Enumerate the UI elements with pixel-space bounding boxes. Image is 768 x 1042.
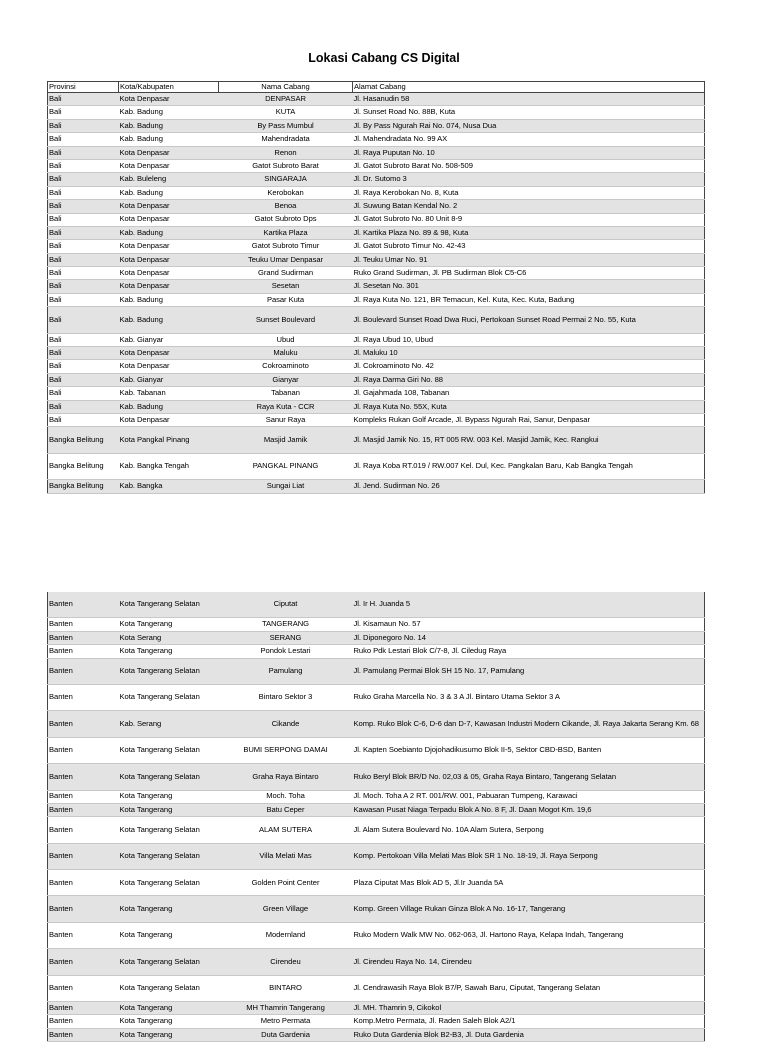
table-row bbox=[48, 293, 705, 306]
cell-provinsi: Bangka Belitung bbox=[48, 453, 119, 479]
cell-nama-cabang: Cirendeu bbox=[219, 949, 353, 975]
cell-provinsi: Bali bbox=[48, 280, 119, 293]
cell-provinsi: Banten bbox=[48, 737, 119, 763]
header-kota: Kota/Kabupaten bbox=[119, 82, 219, 93]
header-provinsi: Provinsi bbox=[48, 82, 119, 93]
cell-kota: Kab. Badung bbox=[119, 293, 219, 306]
cell-nama-cabang: Villa Melati Mas bbox=[219, 843, 353, 869]
table-row bbox=[48, 817, 705, 843]
cell-alamat: Jl. Hasanudin 58 bbox=[353, 93, 705, 106]
table-row bbox=[48, 106, 705, 119]
cell-provinsi: Bali bbox=[48, 413, 119, 426]
table-row bbox=[48, 119, 705, 132]
cell-kota: Kota Tangerang Selatan bbox=[119, 592, 219, 618]
table-row bbox=[48, 737, 705, 763]
cell-nama-cabang: Sungai Liat bbox=[219, 480, 353, 493]
cell-nama-cabang: Graha Raya Bintaro bbox=[219, 764, 353, 790]
branch-table-2 bbox=[47, 592, 705, 1042]
cell-kota: Kota Denpasar bbox=[119, 267, 219, 280]
cell-nama-cabang: Cokroaminoto bbox=[219, 360, 353, 373]
header-nama-cabang: Nama Cabang bbox=[219, 82, 353, 93]
cell-provinsi: Banten bbox=[48, 896, 119, 922]
cell-nama-cabang: Ciputat bbox=[219, 592, 353, 618]
cell-nama-cabang: Sanur Raya bbox=[219, 413, 353, 426]
cell-nama-cabang: Pondok Lestari bbox=[219, 645, 353, 658]
table-row bbox=[48, 413, 705, 426]
header-alamat: Alamat Cabang bbox=[353, 82, 705, 93]
cell-alamat: Ruko Graha Marcella No. 3 & 3 A Jl. Bintaro Utama Sektor 3 A bbox=[353, 684, 705, 710]
cell-provinsi: Bali bbox=[48, 307, 119, 333]
cell-alamat: Jl. Cirendeu Raya No. 14, Cirendeu bbox=[353, 949, 705, 975]
cell-alamat: Ruko Beryl Blok BR/D No. 02,03 & 05, Graha Raya Bintaro, Tangerang Selatan bbox=[353, 764, 705, 790]
cell-nama-cabang: Pamulang bbox=[219, 658, 353, 684]
table-row bbox=[48, 975, 705, 1001]
cell-kota: Kota Tangerang Selatan bbox=[119, 658, 219, 684]
table-row bbox=[48, 253, 705, 266]
cell-nama-cabang: Tabanan bbox=[219, 387, 353, 400]
cell-alamat: Jl. Teuku Umar No. 91 bbox=[353, 253, 705, 266]
cell-kota: Kota Pangkal Pinang bbox=[119, 427, 219, 453]
cell-alamat: Jl. Gatot Subroto Barat No. 508-509 bbox=[353, 159, 705, 172]
table-header-row bbox=[48, 82, 705, 93]
cell-provinsi: Banten bbox=[48, 618, 119, 631]
cell-provinsi: Bali bbox=[48, 200, 119, 213]
table-row bbox=[48, 307, 705, 333]
table-row bbox=[48, 159, 705, 172]
cell-nama-cabang: Pasar Kuta bbox=[219, 293, 353, 306]
cell-kota: Kab. Badung bbox=[119, 133, 219, 146]
cell-kota: Kota Tangerang bbox=[119, 803, 219, 816]
cell-alamat: Jl. Diponegoro No. 14 bbox=[353, 631, 705, 644]
cell-alamat: Jl. Raya Kerobokan No. 8, Kuta bbox=[353, 186, 705, 199]
cell-nama-cabang: Kartika Plaza bbox=[219, 226, 353, 239]
branch-table-1 bbox=[47, 81, 705, 494]
cell-kota: Kota Tangerang bbox=[119, 618, 219, 631]
table-row bbox=[48, 373, 705, 386]
cell-nama-cabang: SERANG bbox=[219, 631, 353, 644]
cell-alamat: Jl. Pamulang Permai Blok SH 15 No. 17, Pamulang bbox=[353, 658, 705, 684]
cell-nama-cabang: Mahendradata bbox=[219, 133, 353, 146]
cell-provinsi: Banten bbox=[48, 711, 119, 737]
cell-nama-cabang: BINTARO bbox=[219, 975, 353, 1001]
cell-provinsi: Banten bbox=[48, 975, 119, 1001]
page-title: Lokasi Cabang CS Digital bbox=[308, 51, 460, 65]
cell-kota: Kab. Gianyar bbox=[119, 333, 219, 346]
cell-nama-cabang: Masjid Jamik bbox=[219, 427, 353, 453]
table-row bbox=[48, 453, 705, 479]
cell-alamat: Jl. Masjid Jamik No. 15, RT 005 RW. 003 Kel. Masjid Jamik, Kec. Rangkui bbox=[353, 427, 705, 453]
cell-provinsi: Bali bbox=[48, 146, 119, 159]
cell-kota: Kota Tangerang Selatan bbox=[119, 843, 219, 869]
cell-alamat: Kawasan Pusat Niaga Terpadu Blok A No. 8 F, Jl. Daan Mogot Km. 19,6 bbox=[353, 803, 705, 816]
table-row bbox=[48, 843, 705, 869]
cell-nama-cabang: By Pass Mumbul bbox=[219, 119, 353, 132]
cell-alamat: Komp.Metro Permata, Jl. Raden Saleh Blok A2/1 bbox=[353, 1015, 705, 1028]
cell-kota: Kab. Badung bbox=[119, 119, 219, 132]
cell-alamat: Jl. Gatot Subroto Timur No. 42-43 bbox=[353, 240, 705, 253]
cell-nama-cabang: Moch. Toha bbox=[219, 790, 353, 803]
table-row bbox=[48, 173, 705, 186]
cell-kota: Kota Denpasar bbox=[119, 200, 219, 213]
cell-kota: Kota Tangerang bbox=[119, 1015, 219, 1028]
cell-kota: Kota Tangerang Selatan bbox=[119, 684, 219, 710]
cell-kota: Kab. Badung bbox=[119, 106, 219, 119]
cell-alamat: Jl. Boulevard Sunset Road Dwa Ruci, Pertokoan Sunset Road Permai 2 No. 55, Kuta bbox=[353, 307, 705, 333]
cell-kota: Kota Tangerang Selatan bbox=[119, 870, 219, 896]
cell-provinsi: Bali bbox=[48, 333, 119, 346]
cell-alamat: Jl. Raya Darma Giri No. 88 bbox=[353, 373, 705, 386]
table-row bbox=[48, 146, 705, 159]
cell-nama-cabang: DENPASAR bbox=[219, 93, 353, 106]
cell-provinsi: Banten bbox=[48, 1002, 119, 1015]
table-row bbox=[48, 186, 705, 199]
cell-kota: Kota Tangerang bbox=[119, 790, 219, 803]
cell-provinsi: Bali bbox=[48, 253, 119, 266]
cell-alamat: Jl. Moch. Toha A 2 RT. 001/RW. 001, Pabuaran Tumpeng, Karawaci bbox=[353, 790, 705, 803]
table-row bbox=[48, 1002, 705, 1015]
cell-nama-cabang: TANGERANG bbox=[219, 618, 353, 631]
cell-kota: Kota Tangerang Selatan bbox=[119, 949, 219, 975]
table-row bbox=[48, 896, 705, 922]
cell-provinsi: Banten bbox=[48, 645, 119, 658]
table-row bbox=[48, 949, 705, 975]
cell-provinsi: Bali bbox=[48, 159, 119, 172]
cell-nama-cabang: Gianyar bbox=[219, 373, 353, 386]
cell-nama-cabang: Maluku bbox=[219, 347, 353, 360]
cell-provinsi: Bali bbox=[48, 267, 119, 280]
cell-nama-cabang: Gatot Subroto Barat bbox=[219, 159, 353, 172]
cell-nama-cabang: Metro Permata bbox=[219, 1015, 353, 1028]
cell-kota: Kota Serang bbox=[119, 631, 219, 644]
cell-provinsi: Banten bbox=[48, 631, 119, 644]
cell-provinsi: Banten bbox=[48, 592, 119, 618]
table-row bbox=[48, 267, 705, 280]
table-row bbox=[48, 790, 705, 803]
cell-nama-cabang: Ubud bbox=[219, 333, 353, 346]
cell-provinsi: Bali bbox=[48, 186, 119, 199]
cell-alamat: Jl. MH. Thamrin 9, Cikokol bbox=[353, 1002, 705, 1015]
cell-alamat: Jl. Suwung Batan Kendal No. 2 bbox=[353, 200, 705, 213]
cell-alamat: Jl. Cendrawasih Raya Blok B7/P, Sawah Baru, Ciputat, Tangerang Selatan bbox=[353, 975, 705, 1001]
cell-kota: Kota Tangerang Selatan bbox=[119, 817, 219, 843]
cell-alamat: Jl. Cokroaminoto No. 42 bbox=[353, 360, 705, 373]
cell-kota: Kota Denpasar bbox=[119, 146, 219, 159]
cell-alamat: Ruko Modern Walk MW No. 062-063, Jl. Hartono Raya, Kelapa Indah, Tangerang bbox=[353, 922, 705, 948]
cell-nama-cabang: Kerobokan bbox=[219, 186, 353, 199]
cell-provinsi: Banten bbox=[48, 949, 119, 975]
cell-alamat: Jl. Maluku 10 bbox=[353, 347, 705, 360]
table-row bbox=[48, 226, 705, 239]
cell-alamat: Komp. Ruko Blok C-6, D-6 dan D-7, Kawasan Industri Modern Cikande, Jl. Raya Jakarta Serang Km. 68 bbox=[353, 711, 705, 737]
table-row bbox=[48, 427, 705, 453]
cell-kota: Kota Tangerang bbox=[119, 1028, 219, 1041]
cell-provinsi: Banten bbox=[48, 843, 119, 869]
cell-alamat: Jl. Raya Kuta No. 55X, Kuta bbox=[353, 400, 705, 413]
cell-kota: Kota Denpasar bbox=[119, 159, 219, 172]
cell-alamat: Jl. Dr. Sutomo 3 bbox=[353, 173, 705, 186]
cell-provinsi: Banten bbox=[48, 764, 119, 790]
cell-alamat: Jl. Raya Kuta No. 121, BR Temacun, Kel. Kuta, Kec. Kuta, Badung bbox=[353, 293, 705, 306]
table-row bbox=[48, 200, 705, 213]
cell-provinsi: Banten bbox=[48, 790, 119, 803]
cell-alamat: Jl. Ir H. Juanda 5 bbox=[353, 592, 705, 618]
cell-alamat: Komp. Pertokoan Villa Melati Mas Blok SR 1 No. 18-19, Jl. Raya Serpong bbox=[353, 843, 705, 869]
table-row bbox=[48, 922, 705, 948]
table-row bbox=[48, 684, 705, 710]
cell-provinsi: Banten bbox=[48, 922, 119, 948]
cell-alamat: Jl. Gajahmada 108, Tabanan bbox=[353, 387, 705, 400]
cell-provinsi: Bali bbox=[48, 173, 119, 186]
table-row bbox=[48, 1028, 705, 1041]
cell-provinsi: Bali bbox=[48, 133, 119, 146]
cell-provinsi: Banten bbox=[48, 803, 119, 816]
cell-alamat: Jl. Raya Koba RT.019 / RW.007 Kel. Dul, Kec. Pangkalan Baru, Kab Bangka Tengah bbox=[353, 453, 705, 479]
cell-provinsi: Banten bbox=[48, 817, 119, 843]
cell-nama-cabang: Golden Point Center bbox=[219, 870, 353, 896]
cell-provinsi: Bali bbox=[48, 347, 119, 360]
table-row bbox=[48, 764, 705, 790]
cell-alamat: Jl. Raya Ubud 10, Ubud bbox=[353, 333, 705, 346]
cell-nama-cabang: Sunset Boulevard bbox=[219, 307, 353, 333]
cell-provinsi: Banten bbox=[48, 1028, 119, 1041]
table-row bbox=[48, 645, 705, 658]
cell-provinsi: Banten bbox=[48, 1015, 119, 1028]
cell-alamat: Jl. Sunset Road No. 88B, Kuta bbox=[353, 106, 705, 119]
cell-kota: Kota Tangerang bbox=[119, 1002, 219, 1015]
cell-nama-cabang: Renon bbox=[219, 146, 353, 159]
cell-nama-cabang: BUMI SERPONG DAMAI bbox=[219, 737, 353, 763]
table-row bbox=[48, 618, 705, 631]
cell-alamat: Jl. Sesetan No. 301 bbox=[353, 280, 705, 293]
cell-alamat: Ruko Duta Gardenia Blok B2-B3, Jl. Duta Gardenia bbox=[353, 1028, 705, 1041]
cell-kota: Kota Denpasar bbox=[119, 347, 219, 360]
cell-alamat: Plaza Ciputat Mas Blok AD 5, Jl.Ir Juanda 5A bbox=[353, 870, 705, 896]
cell-kota: Kab. Badung bbox=[119, 307, 219, 333]
cell-provinsi: Bali bbox=[48, 360, 119, 373]
cell-kota: Kota Denpasar bbox=[119, 280, 219, 293]
cell-nama-cabang: Grand Sudirman bbox=[219, 267, 353, 280]
cell-provinsi: Bali bbox=[48, 400, 119, 413]
cell-kota: Kab. Badung bbox=[119, 400, 219, 413]
cell-alamat: Kompleks Rukan Golf Arcade, Jl. Bypass Ngurah Rai, Sanur, Denpasar bbox=[353, 413, 705, 426]
cell-nama-cabang: Gatot Subroto Timur bbox=[219, 240, 353, 253]
cell-kota: Kab. Serang bbox=[119, 711, 219, 737]
cell-kota: Kab. Gianyar bbox=[119, 373, 219, 386]
cell-provinsi: Bali bbox=[48, 240, 119, 253]
cell-nama-cabang: ALAM SUTERA bbox=[219, 817, 353, 843]
cell-alamat: Jl. Kartika Plaza No. 89 & 98, Kuta bbox=[353, 226, 705, 239]
cell-alamat: Jl. Kisamaun No. 57 bbox=[353, 618, 705, 631]
table-row bbox=[48, 240, 705, 253]
table-row bbox=[48, 480, 705, 493]
cell-provinsi: Bali bbox=[48, 93, 119, 106]
table-row bbox=[48, 333, 705, 346]
cell-nama-cabang: Batu Ceper bbox=[219, 803, 353, 816]
table-row bbox=[48, 1015, 705, 1028]
cell-kota: Kab. Bangka bbox=[119, 480, 219, 493]
cell-alamat: Ruko Grand Sudirman, Jl. PB Sudirman Blok C5-C6 bbox=[353, 267, 705, 280]
cell-nama-cabang: Benoa bbox=[219, 200, 353, 213]
cell-kota: Kota Denpasar bbox=[119, 213, 219, 226]
cell-provinsi: Bali bbox=[48, 373, 119, 386]
cell-provinsi: Banten bbox=[48, 658, 119, 684]
cell-provinsi: Bali bbox=[48, 226, 119, 239]
cell-alamat: Jl. Kapten Soebianto Djojohadikusumo Blok II-5, Sektor CBD-BSD, Banten bbox=[353, 737, 705, 763]
cell-kota: Kab. Badung bbox=[119, 186, 219, 199]
table-row bbox=[48, 360, 705, 373]
cell-nama-cabang: Green Village bbox=[219, 896, 353, 922]
cell-kota: Kota Tangerang Selatan bbox=[119, 764, 219, 790]
cell-provinsi: Bali bbox=[48, 293, 119, 306]
cell-kota: Kota Denpasar bbox=[119, 413, 219, 426]
cell-kota: Kota Tangerang bbox=[119, 896, 219, 922]
table-row bbox=[48, 280, 705, 293]
cell-nama-cabang: Modernland bbox=[219, 922, 353, 948]
table-row bbox=[48, 711, 705, 737]
cell-alamat: Jl. Alam Sutera Boulevard No. 10A Alam Sutera, Serpong bbox=[353, 817, 705, 843]
cell-nama-cabang: PANGKAL PINANG bbox=[219, 453, 353, 479]
table-row bbox=[48, 387, 705, 400]
cell-nama-cabang: Cikande bbox=[219, 711, 353, 737]
cell-nama-cabang: Sesetan bbox=[219, 280, 353, 293]
cell-alamat: Ruko Pdk Lestari Blok C/7-8, Jl. Ciledug Raya bbox=[353, 645, 705, 658]
cell-kota: Kota Tangerang bbox=[119, 922, 219, 948]
cell-nama-cabang: Gatot Subroto Dps bbox=[219, 213, 353, 226]
table-row bbox=[48, 93, 705, 106]
cell-nama-cabang: Raya Kuta - CCR bbox=[219, 400, 353, 413]
cell-alamat: Jl. Mahendradata No. 99 AX bbox=[353, 133, 705, 146]
table-row bbox=[48, 658, 705, 684]
cell-provinsi: Bali bbox=[48, 106, 119, 119]
cell-kota: Kota Denpasar bbox=[119, 240, 219, 253]
cell-nama-cabang: Teuku Umar Denpasar bbox=[219, 253, 353, 266]
cell-provinsi: Banten bbox=[48, 870, 119, 896]
cell-nama-cabang: SINGARAJA bbox=[219, 173, 353, 186]
cell-kota: Kab. Buleleng bbox=[119, 173, 219, 186]
table-row bbox=[48, 631, 705, 644]
cell-kota: Kota Tangerang Selatan bbox=[119, 737, 219, 763]
cell-kota: Kota Denpasar bbox=[119, 360, 219, 373]
table-row bbox=[48, 347, 705, 360]
cell-kota: Kota Tangerang Selatan bbox=[119, 975, 219, 1001]
cell-nama-cabang: MH Thamrin Tangerang bbox=[219, 1002, 353, 1015]
table-row bbox=[48, 133, 705, 146]
cell-kota: Kab. Bangka Tengah bbox=[119, 453, 219, 479]
cell-kota: Kab. Badung bbox=[119, 226, 219, 239]
cell-kota: Kab. Tabanan bbox=[119, 387, 219, 400]
cell-alamat: Jl. By Pass Ngurah Rai No. 074, Nusa Dua bbox=[353, 119, 705, 132]
cell-kota: Kota Denpasar bbox=[119, 93, 219, 106]
cell-provinsi: Bangka Belitung bbox=[48, 480, 119, 493]
cell-provinsi: Bali bbox=[48, 387, 119, 400]
table-row bbox=[48, 870, 705, 896]
table-row bbox=[48, 400, 705, 413]
table-row bbox=[48, 803, 705, 816]
cell-provinsi: Bali bbox=[48, 213, 119, 226]
cell-alamat: Jl. Jend. Sudirman No. 26 bbox=[353, 480, 705, 493]
table-row bbox=[48, 213, 705, 226]
table-row bbox=[48, 592, 705, 618]
cell-nama-cabang: Duta Gardenia bbox=[219, 1028, 353, 1041]
cell-kota: Kota Tangerang bbox=[119, 645, 219, 658]
cell-nama-cabang: Bintaro Sektor 3 bbox=[219, 684, 353, 710]
cell-provinsi: Banten bbox=[48, 684, 119, 710]
cell-alamat: Komp. Green Village Rukan Ginza Blok A No. 16-17, Tangerang bbox=[353, 896, 705, 922]
cell-provinsi: Bali bbox=[48, 119, 119, 132]
cell-alamat: Jl. Raya Puputan No. 10 bbox=[353, 146, 705, 159]
cell-alamat: Jl. Gatot Subroto No. 80 Unit 8-9 bbox=[353, 213, 705, 226]
cell-nama-cabang: KUTA bbox=[219, 106, 353, 119]
cell-provinsi: Bangka Belitung bbox=[48, 427, 119, 453]
cell-kota: Kota Denpasar bbox=[119, 253, 219, 266]
